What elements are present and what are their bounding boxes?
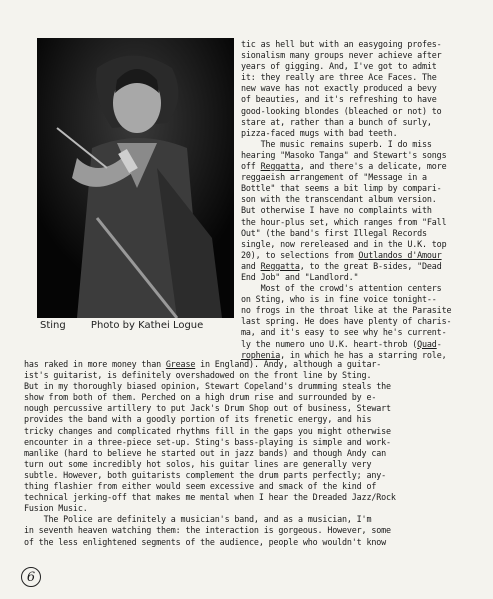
- text-segment: reggaeish arrangement of "Message in a: [241, 172, 427, 183]
- text-segment: ly the numero uno U.K. heart-throb (: [241, 338, 418, 349]
- text-line: [24, 426, 476, 437]
- text-line: [241, 72, 473, 83]
- text-segment: years of gigging. And, I've got to admit: [241, 61, 437, 72]
- text-segment: pizza-faced mugs with bad teeth.: [241, 127, 398, 138]
- text-line: [241, 161, 473, 172]
- text-segment: nough percussive artillery to put Jack's Drum Shop out of business, Stewart: [24, 403, 391, 414]
- text-segment: in England). Andy, although a guitar-: [195, 359, 382, 369]
- caption-credit: Photo by Kathei Logue: [90, 320, 204, 331]
- underlined-title: Grease: [165, 359, 196, 369]
- text-line: [241, 316, 473, 327]
- text-line: [241, 183, 473, 194]
- text-line: [241, 261, 473, 272]
- text-segment: no frogs in the throat like at the Parasite: [241, 305, 452, 316]
- text-line: [241, 228, 473, 239]
- text-segment: technical jerking-off that makes me mental when I hear the Dreaded Jazz/Rock: [24, 492, 396, 503]
- text-line: [241, 205, 473, 216]
- text-line: [24, 381, 476, 392]
- text-line: [241, 94, 473, 105]
- text-segment: sionalism many groups never achieve after: [241, 50, 442, 61]
- text-line: [24, 503, 476, 514]
- text-segment: tic as hell but with an easygoing profes-: [241, 39, 442, 49]
- text-segment: hearing "Masoko Tanga" and Stewart's songs: [241, 149, 447, 160]
- text-segment: good-looking blondes (bleached or not) to: [241, 105, 442, 116]
- text-line: [241, 239, 473, 250]
- article-column-right: [241, 39, 473, 361]
- text-line: [241, 39, 473, 50]
- text-segment: and: [241, 260, 261, 271]
- text-segment: show from both of them. Perched on a high drum rise and surrounded by e-: [24, 392, 377, 403]
- text-segment: provides the band with a goodly portion of its frenetic energy, and his: [24, 414, 372, 425]
- photo-caption: [40, 320, 240, 331]
- singer-photo-illustration: [37, 38, 234, 318]
- underlined-title: Quad: [417, 338, 437, 349]
- text-line: [24, 392, 476, 403]
- text-segment: ma, and it's easy to see why he's current-: [241, 327, 447, 338]
- text-line: [24, 470, 476, 481]
- text-segment: son with the transcendant album version.: [241, 194, 437, 205]
- text-line: [241, 327, 473, 338]
- text-line: [241, 294, 473, 305]
- text-line: [241, 250, 473, 261]
- text-segment: But otherwise I have no complaints with: [241, 205, 432, 216]
- text-line: [241, 305, 473, 316]
- text-segment: the hour-plus set, which ranges from "Fall: [241, 216, 447, 227]
- text-line: [241, 150, 473, 161]
- underlined-title: Reggatta: [260, 161, 300, 172]
- text-line: [24, 492, 476, 503]
- text-line: [241, 139, 473, 150]
- text-line: [24, 459, 476, 470]
- text-segment: encounter in a three-piece set-up. Sting's bass-playing is simple and work-: [24, 436, 391, 447]
- text-segment: Fusion Music.: [24, 503, 88, 514]
- text-line: [241, 194, 473, 205]
- text-segment: subtle. However, both guitarists complement the drum parts perfectly; any-: [24, 469, 387, 480]
- underlined-title: Reggatta: [260, 260, 300, 271]
- concert-photo: [37, 38, 234, 318]
- text-segment: has raked in more money than: [24, 359, 166, 369]
- text-line: [24, 537, 476, 548]
- text-line: [241, 83, 473, 94]
- text-line: [241, 172, 473, 183]
- text-segment: in seventh heaven watching them: the interaction is gorgeous. However, some: [24, 525, 391, 536]
- text-segment: Out" (the band's first Illegal Records: [241, 227, 427, 238]
- text-segment: The music remains superb. I do miss: [241, 138, 432, 149]
- text-line: [241, 283, 473, 294]
- text-line: [241, 61, 473, 72]
- text-segment: on Sting, who is in fine voice tonight--: [241, 294, 437, 305]
- text-line: [241, 106, 473, 117]
- text-segment: Most of the crowd's attention centers: [241, 283, 442, 294]
- text-segment: it: they really are three Ace Faces. The: [241, 72, 437, 83]
- text-line: [24, 514, 476, 525]
- text-line: [241, 339, 473, 350]
- text-segment: , to the great B-sides, "Dead: [299, 260, 442, 271]
- text-segment: tricky changes and complicated rhythms fill in the gaps you might otherwise: [24, 425, 391, 436]
- text-segment: Bottle" that seems a bit limp by compari-: [241, 183, 442, 194]
- text-segment: of the less enlightened segments of the audience, people who wouldn't know: [24, 536, 387, 547]
- underlined-title: Outlandos d'Amour: [358, 249, 442, 260]
- text-segment: -: [436, 338, 442, 349]
- page-number: 6: [21, 567, 41, 587]
- text-line: [241, 117, 473, 128]
- text-line: [241, 50, 473, 61]
- text-segment: manlike (hard to believe he started out in jazz bands) and though Andy can: [24, 447, 387, 458]
- text-segment: of beauties, and it's refreshing to have: [241, 94, 437, 105]
- text-line: [24, 448, 476, 459]
- text-segment: End Job" and "Landlord.": [241, 271, 359, 282]
- caption-subject: Sting: [40, 320, 66, 331]
- text-line: [241, 217, 473, 228]
- text-segment: last spring. He does have plenty of charis-: [241, 316, 452, 327]
- article-body-wide: [24, 359, 476, 548]
- text-segment: stare at, rather than a bunch of surly,: [241, 116, 432, 127]
- text-line: [24, 403, 476, 414]
- text-segment: off: [241, 161, 261, 172]
- text-line: [24, 525, 476, 536]
- text-line: [24, 414, 476, 425]
- text-segment: turn out some incredibly hot solos, his guitar lines are generally very: [24, 458, 372, 469]
- text-segment: The Police are definitely a musician's band, and as a musician, I'm: [24, 514, 372, 525]
- text-line: [24, 481, 476, 492]
- text-segment: thing flashier from either would seem excessive and smack of the kind of: [24, 481, 377, 492]
- text-segment: new wave has not exactly produced a bevy: [241, 83, 437, 94]
- text-line: [24, 437, 476, 448]
- text-line: [241, 272, 473, 283]
- text-line: [241, 128, 473, 139]
- text-segment: 20), to selections from: [241, 249, 359, 260]
- text-line: [24, 370, 476, 381]
- underlined-title: rophenia: [241, 349, 281, 360]
- text-segment: single, now rereleased and in the U.K. top: [241, 238, 447, 249]
- text-segment: , in which he has a starring role,: [280, 349, 447, 360]
- text-line: [24, 359, 476, 370]
- text-segment: ist's guitarist, is definitely overshadowed on the front line by Sting.: [24, 370, 372, 381]
- text-segment: But in my thoroughly biased opinion, Stewart Copeland's drumming steals the: [24, 381, 391, 392]
- text-segment: , and there's a delicate, more: [299, 161, 447, 172]
